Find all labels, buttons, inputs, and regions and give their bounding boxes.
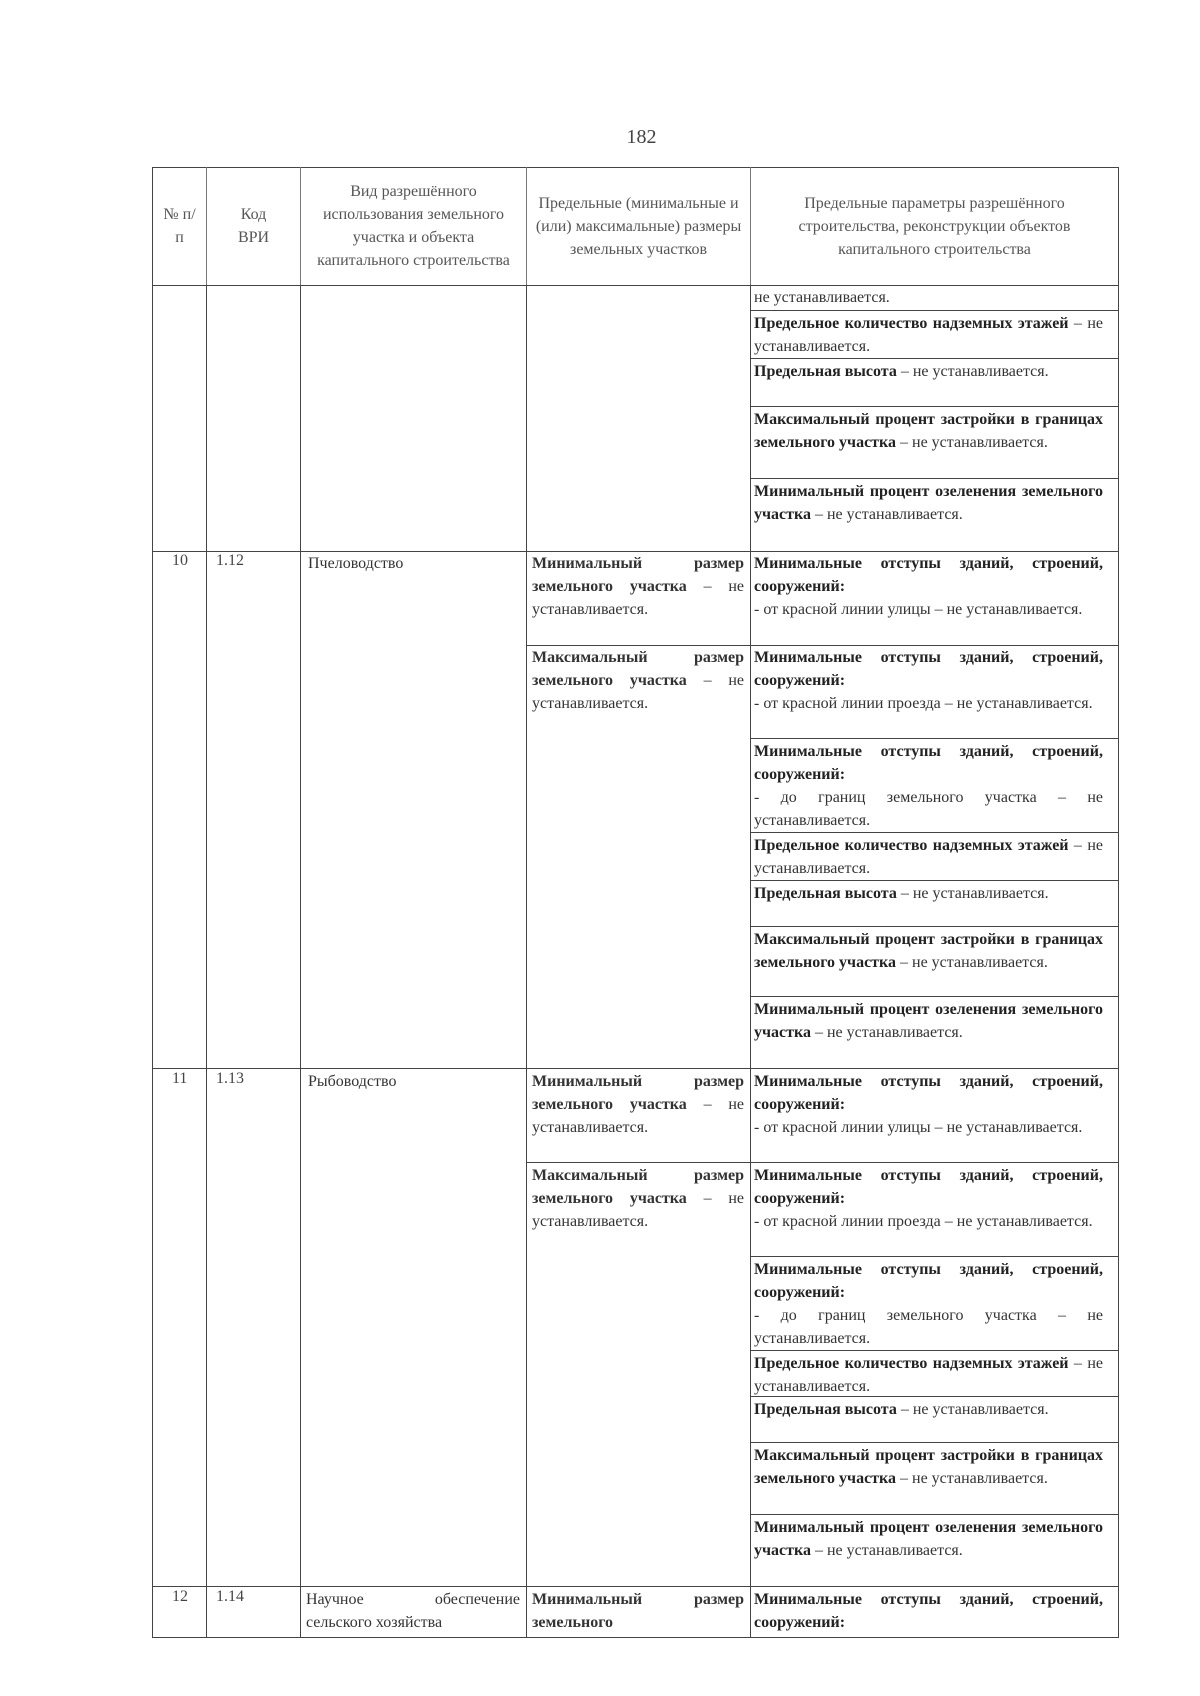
param-divider: [750, 1256, 1119, 1257]
param-g: Минимальный процент озеленения земельного участка – не устанавливается.: [754, 1001, 1103, 1041]
param-a: Минимальные отступы зданий, строений, сооружений:: [754, 1591, 1103, 1631]
param-cont-0: не устанавливается.: [754, 289, 890, 306]
param-divider: [750, 832, 1119, 833]
param-g: Минимальный процент озеленения земельного участка – не устанавливается.: [754, 1519, 1103, 1559]
param-divider: [750, 358, 1119, 359]
param-f: Максимальный процент застройки в границах земельного участка – не устанавливается.: [754, 931, 1103, 971]
row-divider: [152, 1068, 1119, 1069]
header-num: № п/п: [153, 167, 207, 285]
row-num: 11: [172, 1070, 188, 1087]
row-divider: [152, 1586, 1119, 1587]
param-divider: [750, 926, 1119, 927]
table-left-border: [152, 167, 153, 1638]
table-right-border: [1118, 167, 1119, 1638]
size-divider: [526, 1162, 751, 1163]
param-divider: [750, 310, 1119, 311]
param-e: Предельная высота – не устанавливается.: [754, 1401, 1049, 1418]
col-divider-3: [526, 167, 527, 1638]
param-c: Минимальные отступы зданий, строений, сооружений: - до границ земельного участка – не устанавливается.: [754, 743, 1103, 829]
row-code: 1.13: [216, 1070, 244, 1087]
size-max: Максимальный размер земельного участка – не устанавливается.: [532, 1167, 745, 1230]
header-sizes: Предельные (минимальные и (или) максимальные) размеры земельных участков: [527, 167, 751, 285]
param-divider: [750, 1162, 1119, 1163]
col-divider-2: [300, 167, 301, 1638]
param-divider: [750, 738, 1119, 739]
param-e: Предельная высота – не устанавливается.: [754, 885, 1049, 902]
param-a: Минимальные отступы зданий, строений, сооружений: - от красной линии улицы – не устанавливается.: [754, 555, 1103, 618]
param-divider: [750, 1350, 1119, 1351]
row-code: 1.12: [216, 552, 244, 569]
param-c: Минимальные отступы зданий, строений, сооружений: - до границ земельного участка – не устанавливается.: [754, 1261, 1103, 1347]
param-divider: [750, 1442, 1119, 1443]
param-divider: [750, 1396, 1119, 1397]
param-d: Предельное количество надземных этажей – не устанавливается.: [754, 837, 1103, 877]
param-divider: [750, 880, 1119, 881]
size-min: Минимальный размер земельного участка – не устанавливается.: [532, 555, 745, 618]
row-code: 1.14: [216, 1588, 244, 1605]
param-d: Предельное количество надземных этажей – не устанавливается.: [754, 1355, 1103, 1395]
row-num: 10: [172, 552, 188, 569]
param-f: Максимальный процент застройки в границах земельного участка – не устанавливается.: [754, 1447, 1103, 1487]
size-min: Минимальный размер земельного участка – не устанавливается.: [532, 1073, 745, 1136]
header-kind: Вид разрешённого использования земельного участка и объекта капитального строительства: [301, 167, 527, 285]
param-b: Минимальные отступы зданий, строений, сооружений: - от красной линии проезда – не устанавливается.: [754, 649, 1103, 712]
size-min: Минимальный размер земельного: [532, 1591, 744, 1631]
page-number: 182: [626, 126, 657, 148]
param-divider: [750, 1514, 1119, 1515]
param-cont-1: Предельное количество надземных этажей – не устанавливается.: [754, 315, 1103, 355]
param-cont-3: Максимальный процент застройки в границах земельного участка – не устанавливается.: [754, 411, 1103, 451]
table-bottom-border: [152, 1637, 1119, 1638]
row-kind: Рыбоводство: [308, 1073, 397, 1090]
param-divider: [750, 406, 1119, 407]
row-kind: Пчеловодство: [308, 555, 404, 572]
param-divider: [750, 478, 1119, 479]
header-code: Код ВРИ: [207, 167, 301, 285]
size-max: Максимальный размер земельного участка – не устанавливается.: [532, 649, 745, 712]
col-divider-1: [206, 167, 207, 1638]
row-num: 12: [172, 1588, 188, 1605]
row-kind: Научное обеспечение сельского хозяйства: [306, 1591, 520, 1631]
param-a: Минимальные отступы зданий, строений, сооружений: - от красной линии улицы – не устанавливается.: [754, 1073, 1103, 1136]
param-divider: [750, 996, 1119, 997]
header-params: Предельные параметры разрешённого строительства, реконструкции объектов капитального строительства: [798, 194, 1071, 258]
param-b: Минимальные отступы зданий, строений, сооружений: - от красной линии проезда – не устанавливается.: [754, 1167, 1103, 1230]
param-cont-2: Предельная высота – не устанавливается.: [754, 363, 1049, 380]
param-cont-4: Минимальный процент озеленения земельного участка – не устанавливается.: [754, 483, 1103, 523]
